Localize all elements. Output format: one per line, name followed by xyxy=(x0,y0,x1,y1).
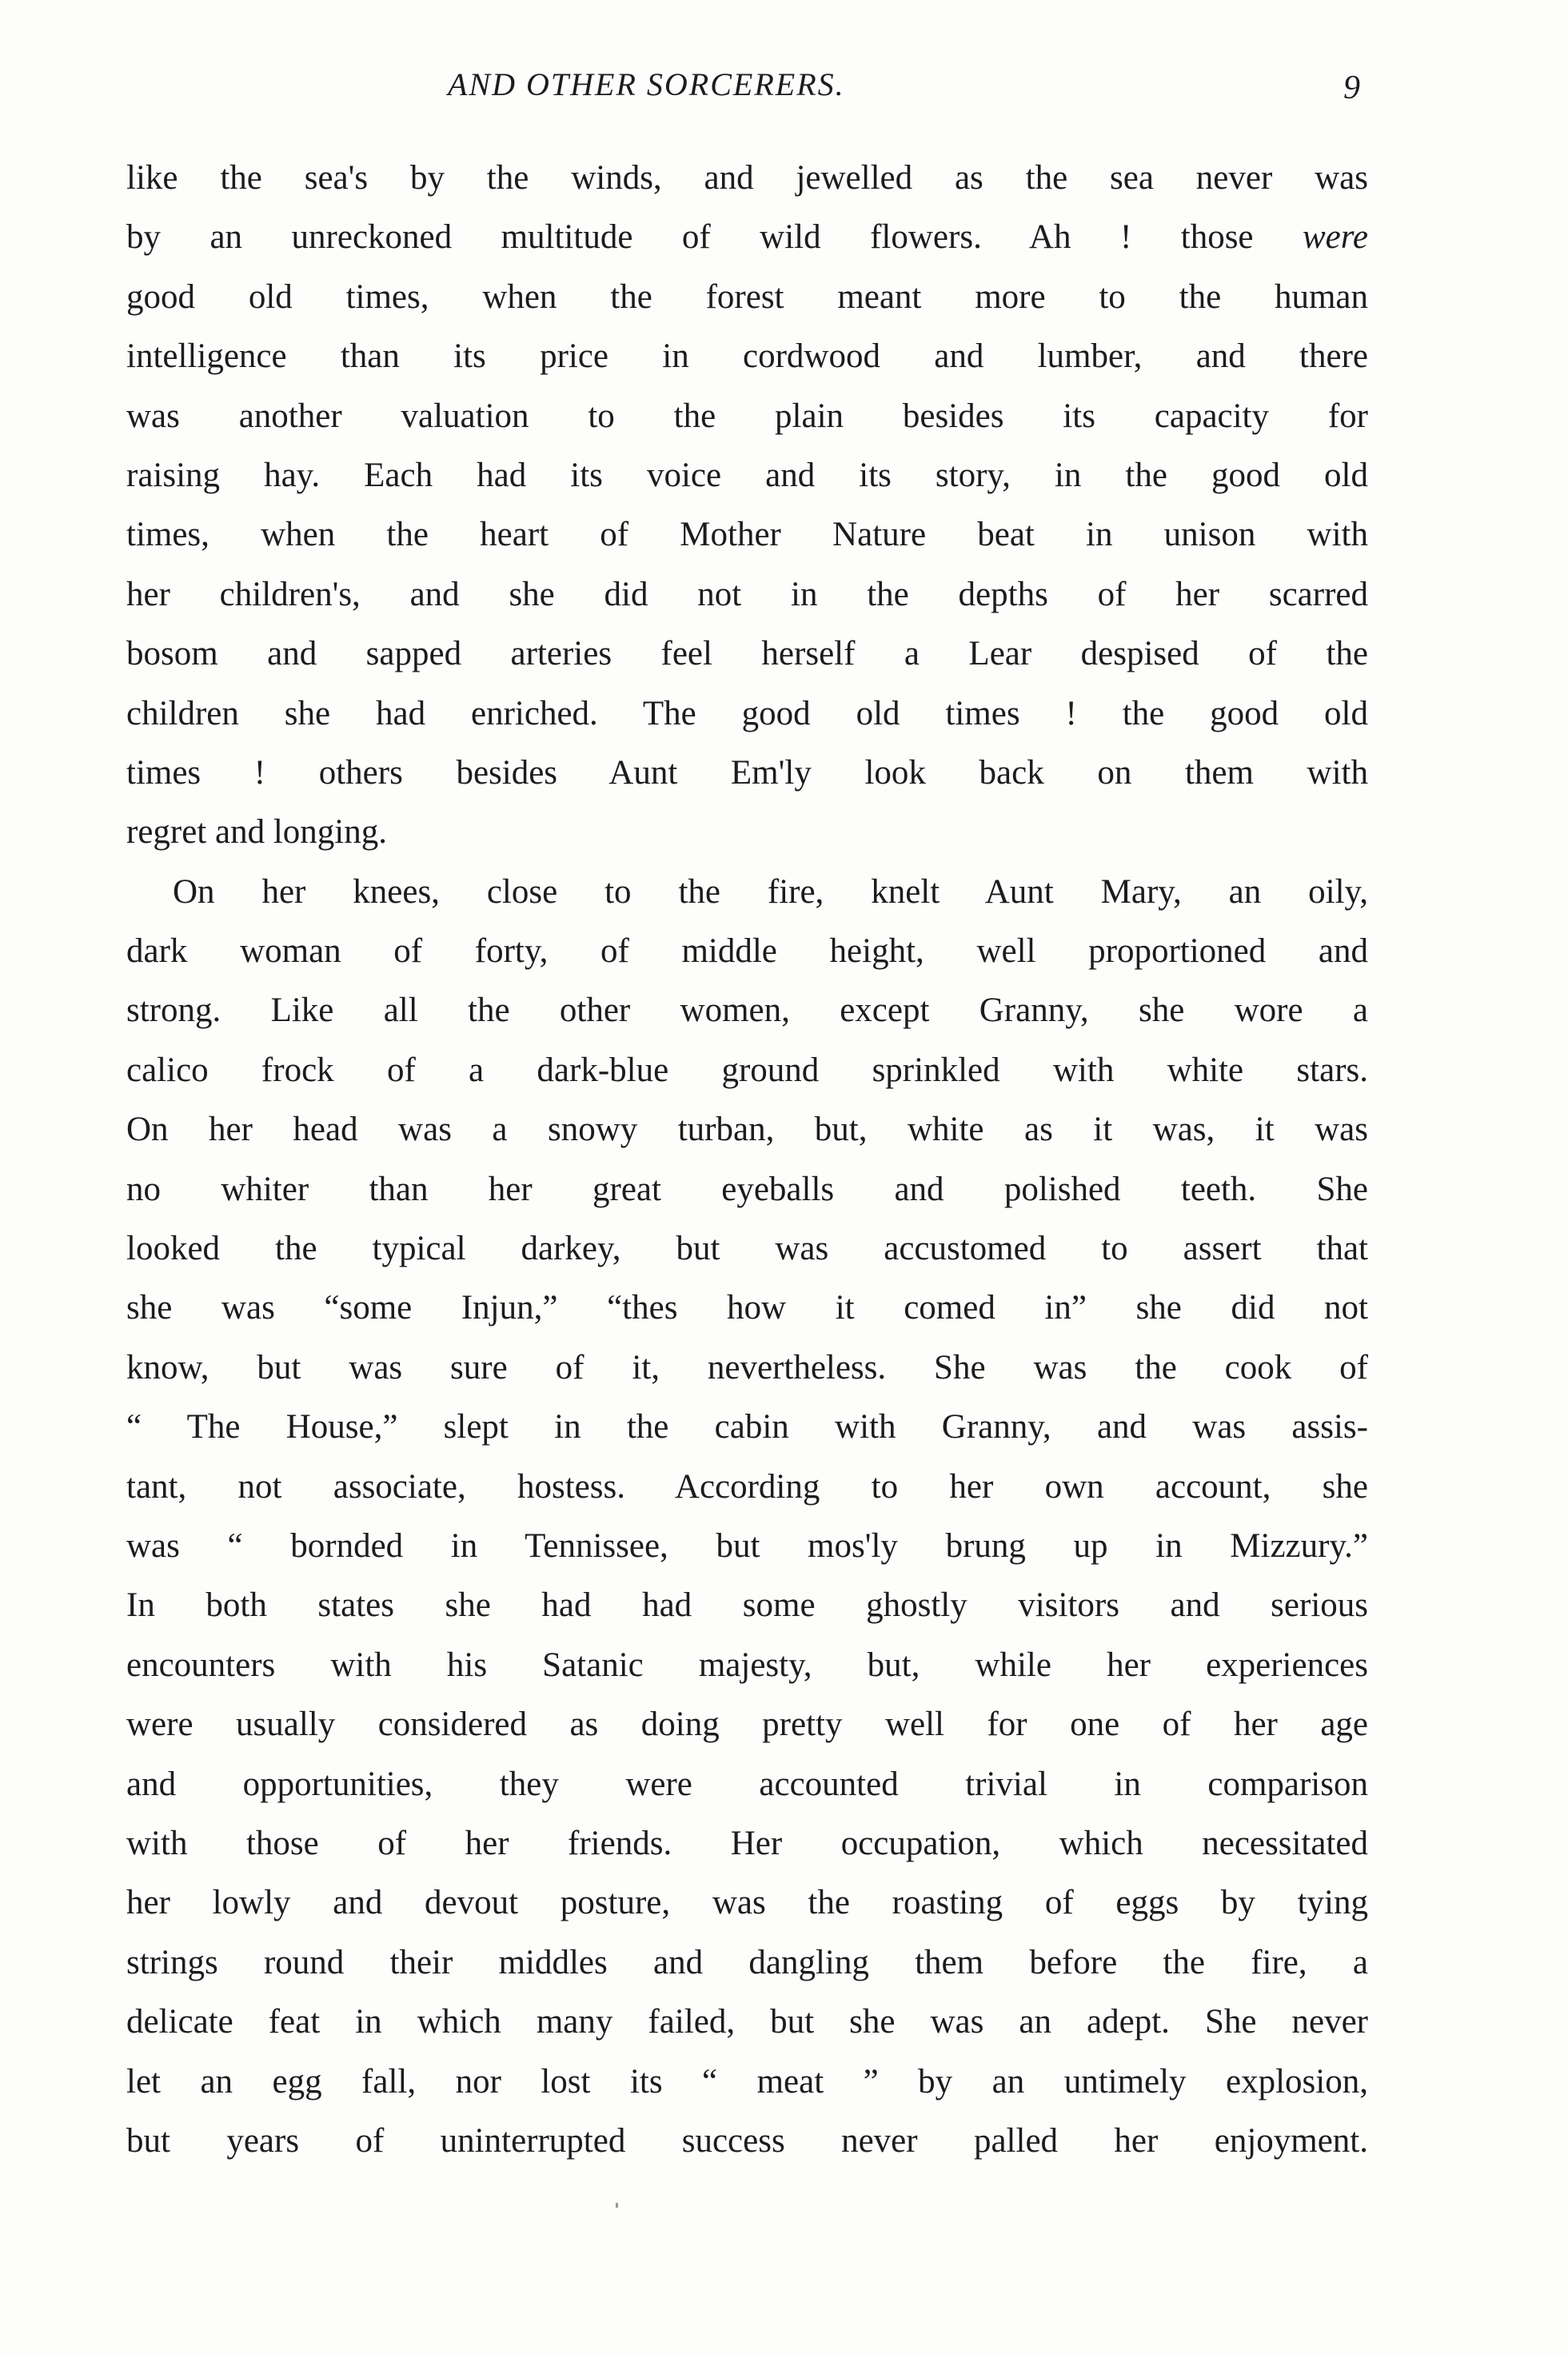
page-number: 9 xyxy=(1343,70,1360,106)
text-line xyxy=(126,1398,1368,1457)
line-text: intelligence than its price in cordwood and lumber, and there xyxy=(126,337,1368,376)
paragraph xyxy=(126,149,1368,863)
text-line xyxy=(126,1636,1368,1695)
text-line xyxy=(126,327,1368,386)
scan-speck xyxy=(616,2203,618,2208)
text-line xyxy=(126,1458,1368,1517)
text-line xyxy=(126,1219,1368,1279)
line-text: like the sea's by the winds, and jewelled as the sea never was xyxy=(126,159,1368,197)
text-line xyxy=(126,1160,1368,1219)
line-text: looked the typical darkey, but was accustomed to assert that xyxy=(126,1230,1368,1268)
text-line xyxy=(126,2053,1368,2112)
text-line xyxy=(126,863,1368,922)
line-text: her lowly and devout posture, was the roasting of eggs by tying xyxy=(126,1884,1368,1922)
line-text: raising hay. Each had its voice and its story, in the good old xyxy=(126,456,1368,494)
text-line xyxy=(126,268,1368,327)
text-line xyxy=(126,565,1368,624)
body-text xyxy=(126,149,1368,2171)
line-text: times ! others besides Aunt Em'ly look back on them with xyxy=(126,753,1368,792)
text-line xyxy=(126,1695,1368,1754)
text-line xyxy=(126,1279,1368,1338)
line-text: her children's, and she did not in the depths of her scarred xyxy=(126,575,1368,613)
line-text: regret and longing. xyxy=(126,813,387,852)
line-text: On her head was a snowy turban, but, white as it was, it was xyxy=(126,1111,1368,1149)
line-text: was another valuation to the plain besides its capacity for xyxy=(126,397,1368,435)
line-text: On her knees, close to the fire, knelt Aunt Mary, an oily, xyxy=(173,872,1368,911)
line-text: “ The House,” slept in the cabin with Granny, and was assis- xyxy=(126,1408,1368,1446)
text-line xyxy=(126,1814,1368,1873)
text-line xyxy=(126,1993,1368,2052)
line-text: calico frock of a dark-blue ground sprinkled with white stars. xyxy=(126,1051,1368,1089)
line-text: let an egg fall, nor lost its “ meat ” by an untimely explosion, xyxy=(126,2062,1368,2101)
line-text: were usually considered as doing pretty well for one of her age xyxy=(126,1706,1368,1744)
text-line xyxy=(126,744,1368,803)
text-line xyxy=(126,505,1368,565)
text-line xyxy=(126,1517,1368,1576)
text-line xyxy=(126,981,1368,1040)
line-text: tant, not associate, hostess. According to her own account, she xyxy=(126,1467,1368,1506)
line-text: delicate feat in which many failed, but she was an adept. She never xyxy=(126,2003,1368,2041)
text-line xyxy=(126,387,1368,446)
running-head: AND OTHER SORCERERS. xyxy=(448,66,845,102)
line-text: bosom and sapped arteries feel herself a Lear despised of the xyxy=(126,635,1368,673)
line-text: was “ bornded in Tennissee, but mos'ly brung up in Mizzury.” xyxy=(126,1526,1368,1565)
line-text: no whiter than her great eyeballs and polished teeth. She xyxy=(126,1170,1368,1208)
text-line xyxy=(126,624,1368,684)
line-text: children she had enriched. The good old times ! the good old xyxy=(126,694,1368,732)
line-text: and opportunities, they were accounted trivial in comparison xyxy=(126,1765,1368,1803)
line-text: dark woman of forty, of middle height, well proportioned and xyxy=(126,932,1368,971)
line-text: times, when the heart of Mother Nature beat in unison with xyxy=(126,516,1368,554)
text-line xyxy=(126,1933,1368,1993)
text-line xyxy=(126,922,1368,981)
text-line xyxy=(126,446,1368,505)
text-line xyxy=(126,803,1368,862)
text-line xyxy=(126,1755,1368,1814)
line-text: with those of her friends. Her occupation, which necessitated xyxy=(126,1824,1368,1862)
text-line xyxy=(126,1100,1368,1159)
line-text: she was “some Injun,” “thes how it comed in” she did not xyxy=(126,1289,1368,1327)
line-text: but years of uninterrupted success never palled her enjoyment. xyxy=(126,2121,1368,2160)
line-text: by an unreckoned multitude of wild flowers. Ah ! those xyxy=(126,218,1303,257)
text-line xyxy=(126,2112,1368,2171)
text-line xyxy=(126,1041,1368,1100)
line-text: strings round their middles and dangling them before the fire, a xyxy=(126,1943,1368,1981)
text-line xyxy=(126,149,1368,208)
paragraph xyxy=(126,863,1368,2172)
page-header xyxy=(0,66,1568,114)
text-line xyxy=(126,684,1368,744)
line-text: know, but was sure of it, nevertheless. She was the cook of xyxy=(126,1348,1368,1386)
line-text: In both states she had had some ghostly visitors and serious xyxy=(126,1586,1368,1625)
line-text: strong. Like all the other women, except Granny, she wore a xyxy=(126,991,1368,1030)
line-text: good old times, when the forest meant more to the human xyxy=(126,277,1368,316)
italic-text: were xyxy=(1303,218,1368,257)
text-line xyxy=(126,1873,1368,1933)
line-text: encounters with his Satanic majesty, but, while her experiences xyxy=(126,1646,1368,1684)
text-line xyxy=(126,1576,1368,1635)
text-line xyxy=(126,208,1368,267)
text-line xyxy=(126,1339,1368,1398)
